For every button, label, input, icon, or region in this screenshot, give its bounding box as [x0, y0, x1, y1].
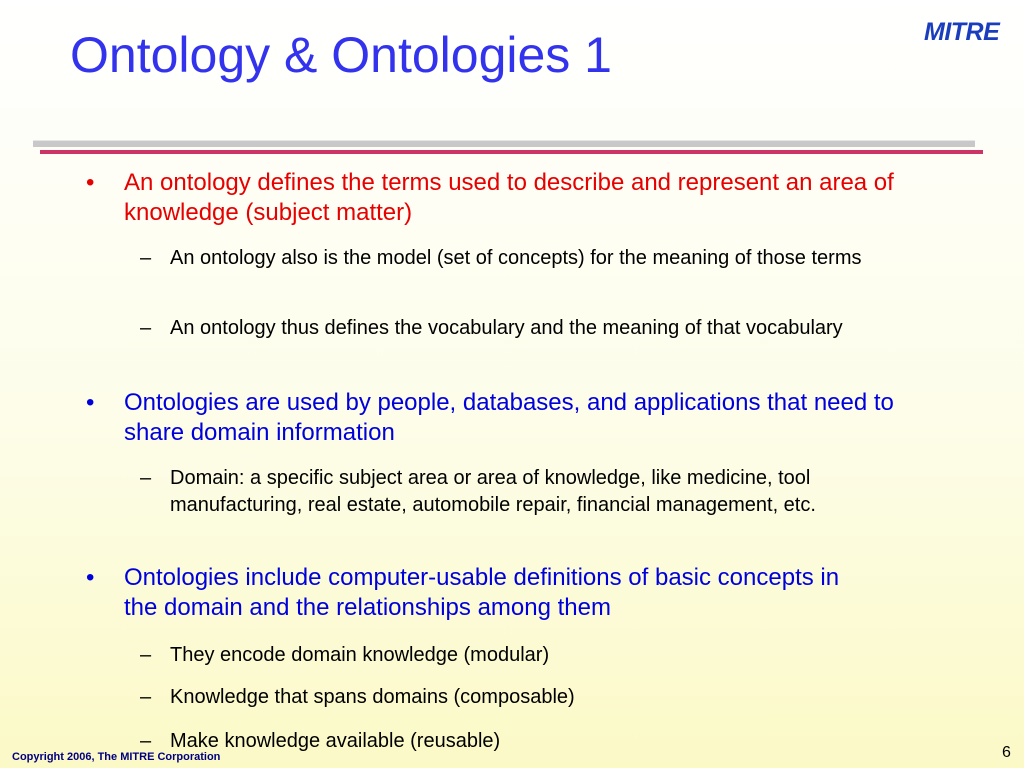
slide-title: Ontology & Ontologies 1: [70, 27, 612, 83]
sub-bullet-item: [140, 684, 930, 711]
dash-marker: –: [140, 686, 152, 708]
dash-marker: –: [140, 730, 152, 752]
bullet-item: [86, 563, 864, 623]
sub-bullet-item: [140, 245, 920, 272]
dash-marker: –: [140, 317, 152, 339]
bullet-text: Ontologies are used by people, databases, and applications that need to share domain information: [124, 389, 894, 446]
bullet-marker: •: [86, 389, 95, 416]
bullet-item: [86, 388, 944, 448]
sub-bullet-item: [140, 642, 930, 669]
bullet-item: [86, 168, 914, 228]
dash-marker: –: [140, 644, 152, 666]
title-divider-shadow: [33, 140, 975, 147]
sub-bullet-item: [140, 315, 910, 342]
sub-bullet-text: Domain: a specific subject area or area of knowledge, like medicine, tool manufacturing, real estate, automobile repair, financial management, etc.: [170, 467, 816, 516]
dash-marker: –: [140, 467, 152, 489]
sub-bullet-text: An ontology thus defines the vocabulary and the meaning of that vocabulary: [170, 317, 843, 339]
sub-bullet-text: They encode domain knowledge (modular): [170, 644, 550, 666]
sub-bullet-text: An ontology also is the model (set of concepts) for the meaning of those terms: [170, 247, 862, 269]
copyright-footer: Copyright 2006, The MITRE Corporation: [12, 751, 221, 763]
bullet-marker: •: [86, 564, 95, 591]
mitre-logo: MITRE: [924, 18, 1000, 46]
bullet-text: Ontologies include computer-usable definitions of basic concepts in the domain and the relationships among them: [124, 564, 840, 621]
sub-bullet-text: Knowledge that spans domains (composable): [170, 686, 575, 708]
sub-bullet-item: [140, 728, 930, 755]
sub-bullet-item: [140, 465, 870, 519]
sub-bullet-text: Make knowledge available (reusable): [170, 730, 501, 752]
bullet-marker: •: [86, 169, 95, 196]
bullet-text: An ontology defines the terms used to describe and represent an area of knowledge (subject matter): [124, 169, 894, 226]
dash-marker: –: [140, 247, 152, 269]
page-number: 6: [1002, 744, 1011, 761]
title-divider: [40, 150, 983, 154]
